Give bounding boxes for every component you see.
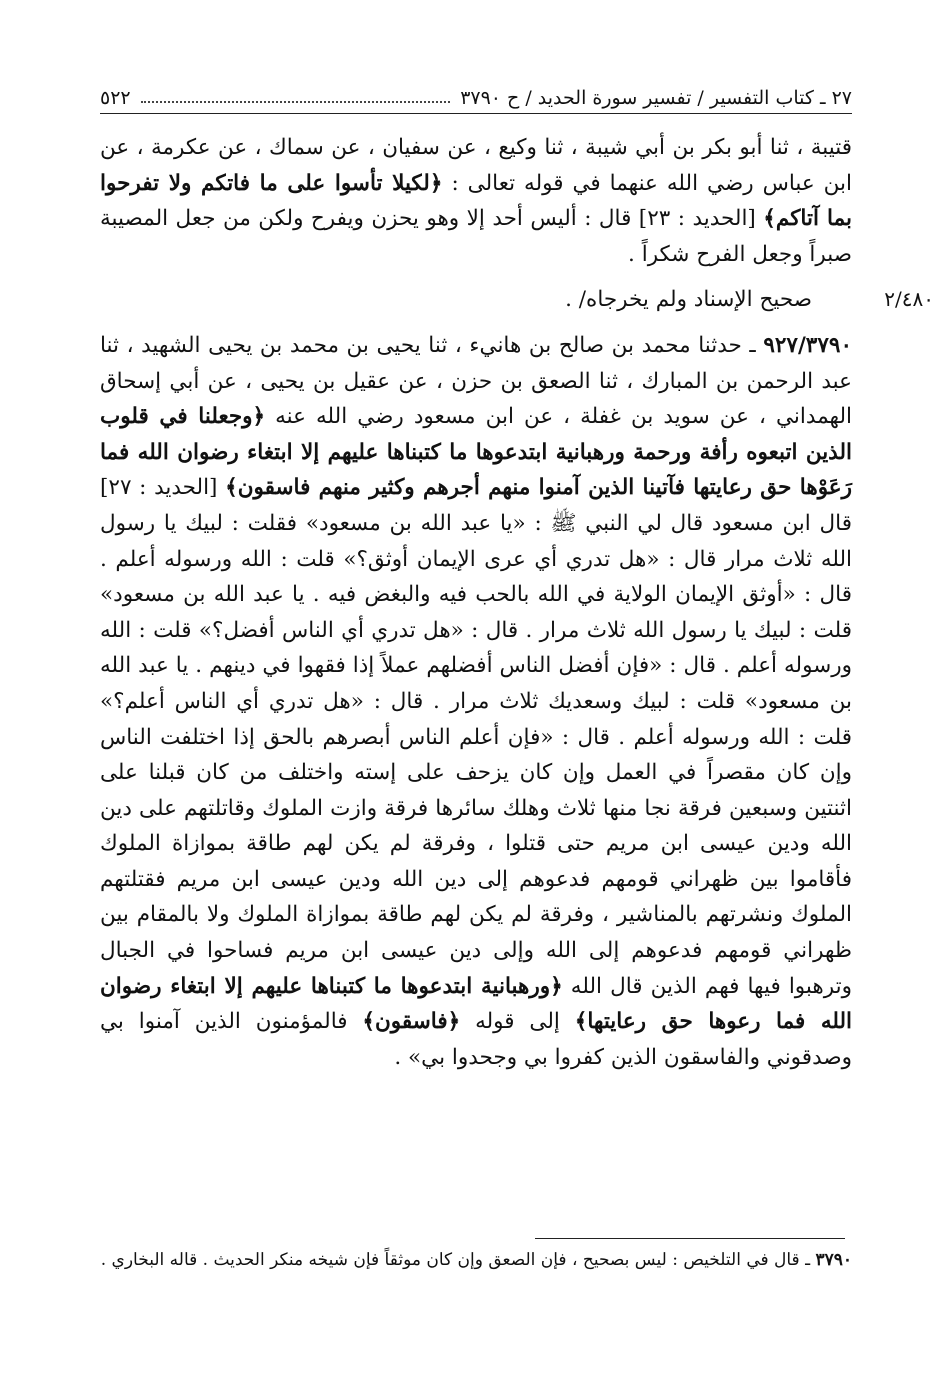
spacer: [100, 318, 852, 328]
running-title: ٢٧ ـ كتاب التفسير / تفسير سورة الحديد / ح ٣٧٩٠: [460, 87, 852, 109]
margin-reference: ٢/٤٨٠: [884, 287, 934, 312]
text-segment: ـ حدثنا محمد بن صالح بن هانيء ، ثنا يحيى بن محمد بن يحيى الشهيد ، ثنا عبد الرحمن بن المبارك ، ثنا الصعق بن حزن ، عن عقيل بن يحيى ، عن أبي إسحاق الهمداني ، عن سويد بن غفلة ، عن ابن مسعود رضي الله عنه: [100, 332, 852, 430]
text-segment: فالمؤمنون الذين آمنوا بي وصدقوني والفاسقون الذين كفروا بي وجحدوا بي» .: [100, 1009, 852, 1070]
paragraph-hadith: [100, 328, 852, 1075]
dotted-leader: [141, 101, 451, 103]
quran-verse: ﴿فاسقون﴾: [362, 1009, 461, 1035]
footnote-divider: [535, 1238, 845, 1239]
grading-line: [100, 282, 934, 318]
footnote-number: ٣٧٩٠: [815, 1250, 852, 1270]
spacer: [100, 272, 852, 282]
page-number: ٥٢٢: [100, 87, 131, 109]
text-segment: [الحديد : ٢٧] قال ابن مسعود قال لي النبي ﷺ : «يا عبد الله بن مسعود» فقلت : لبيك يا رسول الله ثلاث مرار قال : «هل تدري أي عرى الإيمان أوثق؟» قلت : الله ورسوله أعلم . قال : «أوثق الإيمان الولاية في الله بالحب فيه والبغض فيه . يا عبد الله بن مسعود» قلت : لبيك يا رسول الله ثلاث مرار . قال : «هل تدري أي الناس أفضل؟» قلت : الله ورسوله أعلم . قال : «فإن أفضل الناس أفضلهم عملاً إذا فقهوا في دينهم . يا عبد الله بن مسعود» قلت : لبيك وسعديك ثلاث مرار . قال : «هل تدري أي الناس أعلم؟» قلت : الله ورسوله أعلم . قال : «فإن أعلم الناس أبصرهم بالحق إذا اختلفت الناس وإن كان مقصراً في العمل وإن كان يزحف على إسته واختلف من كان قبلنا على اثنتين وسبعين فرقة نجا منها ثلاث وهلك سائرها فرقة وازت الملوك وقاتلتهم على دين الله ودين عيسى ابن مريم حتى قتلوا ، وفرقة لم يكن لهم طاقة بموازاة الملوك فأقاموا بين ظهراني قومهم فدعوهم إلى دين الله ودين عيسى ابن مريم فقتلتهم الملوك ونشرتهم بالمناشير ، وفرقة لم يكن لهم طاقة بموازاة الملوك ولا بالمقام بين ظهراني قومهم فدعوهم إلى الله وإلى دين عيسى ابن مريم فساحوا في الجبال وترهبوا فيها فهم الذين قال الله: [100, 475, 852, 999]
quran-verse: ﴿وجعلنا في قلوب الذين اتبعوه رأفة ورحمة ورهبانية ابتدعوها ما كتبناها عليهم إلا ابتغاء رضوان الله فما رَعَوْها حق رعايتها فآتينا الذين آمنوا منهم أجرهم وكثير منهم فاسقون﴾: [100, 404, 853, 501]
footnote: [100, 1246, 852, 1274]
text-segment: [الحديد : ٢٣] قال : أليس أحد إلا وهو يحزن ويفرح ولكن من جعل المصيبة صبراً وجعل الفرح شكراً .: [100, 206, 852, 267]
hadith-number: ٩٢٧/٣٧٩٠: [763, 332, 852, 358]
paragraph-tafsir: [100, 130, 852, 272]
quran-verse: ﴿لكيلا تأسوا على ما فاتكم ولا تفرحوا بما آتاكم﴾: [100, 170, 853, 232]
text-segment: قتيبة ، ثنا أبو بكر بن أبي شيبة ، ثنا وكيع ، عن سفيان ، عن سماك ، عن عكرمة ، عن ابن عباس رضي الله عنهما في قوله تعالى :: [100, 135, 852, 196]
footnote-text: ـ قال في التلخيص : ليس بصحيح ، فإن الصعق وإن كان موثقاً فإن شيخه منكر الحديث . قاله البخاري .: [100, 1250, 816, 1270]
text-segment: إلى قوله: [460, 1009, 575, 1035]
page-header: [100, 78, 852, 114]
main-text: [100, 130, 934, 1075]
quran-verse: ﴿ورهبانية ابتدعوها ما كتبناها عليهم إلا ابتغاء رضوان الله فما رعوها حق رعايتها﴾: [100, 973, 852, 1035]
grading-text: صحيح الإسناد ولم يخرجاه/ .: [565, 287, 812, 313]
